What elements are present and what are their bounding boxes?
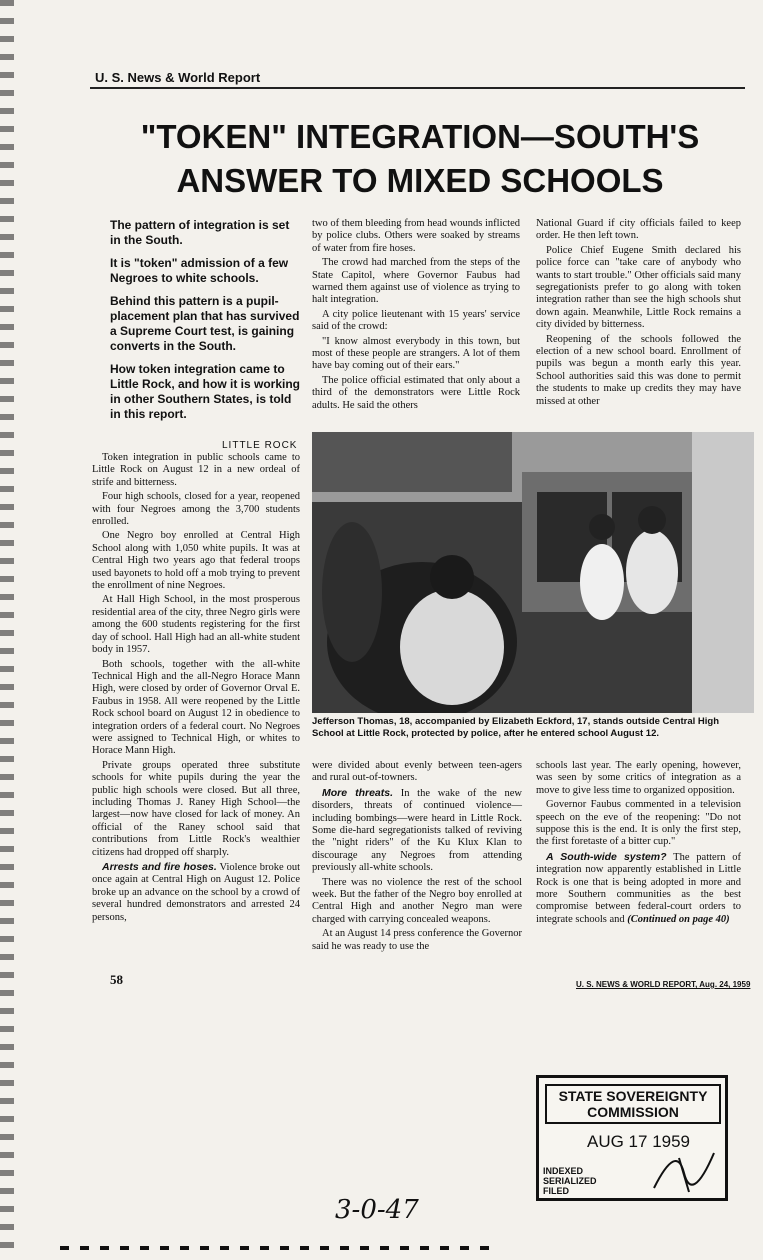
news-photo	[312, 432, 754, 713]
column-4	[312, 760, 522, 955]
body-paragraph: schools last year. The early opening, however, was seen by some critics of integration as a move to give less time to organized opposition.	[536, 760, 741, 796]
body-paragraph	[92, 861, 300, 924]
body-paragraph: At Hall High School, in the most prosperous residential area of the city, three Negro girls were among the 600 students registering for the first day of school. Hall High had an all-white student body in 1957.	[92, 594, 300, 656]
body-paragraph: One Negro boy enrolled at Central High School along with 1,050 white pupils. It was at Central High two years ago that federal troops used bayonets to hold off a mob trying to prevent the enrollment of nine Negroes.	[92, 530, 300, 592]
body-paragraph: The police official estimated that only about a third of the demonstrators were Little Rock adults. He said the others	[312, 374, 520, 411]
run-in-heading: Arrests and fire hoses.	[102, 861, 217, 873]
run-in-heading: A South-wide system?	[546, 850, 667, 863]
body-paragraph: Reopening of the schools followed the election of a new school board. Enrollment of pupils was begun a month early this year. School authorities said this was done to permit the students to make up credits they may have missed at other	[536, 333, 741, 407]
article-deck	[110, 218, 300, 430]
scan-edge-bottom	[60, 1246, 500, 1250]
body-text: Violence broke out once again at Central High on August 12. Police broke up an advance on the school by a crowd of several hundred demonstrators and arrested 24 persons,	[92, 862, 301, 923]
section-heading: LITTLE ROCK	[222, 440, 298, 451]
photo-image	[312, 432, 754, 713]
body-paragraph: A city police lieutenant with 15 years' service said of the crowd:	[312, 308, 520, 333]
body-paragraph: Police Chief Eugene Smith declared his police force can "take care of anybody who wants to start trouble." Other officials said many segregationists prefer to go along with token integration rather than see the high schools shut down again. Meanwhile, Little Rock remains a city divided by bitterness.	[536, 244, 741, 331]
headline	[100, 115, 740, 203]
body-paragraph: National Guard if city officials failed to keep order. He then left town.	[536, 218, 741, 242]
stamp-title: STATE SOVEREIGNTY COMMISSION	[545, 1084, 721, 1124]
body-paragraph: Private groups operated three substitute schools for white pupils during the year the public high schools were closed. But all three, including Thomas J. Raney High School—the largest—now have closed for lack of money. An official of the Raney school said that contributions from Little Rock's wealthier citizens had dropped off sharply.	[92, 759, 300, 858]
signature-icon	[649, 1148, 719, 1194]
photo-caption: Jefferson Thomas, 18, accompanied by Elizabeth Eckford, 17, stands outside Central High School at Little Rock, protected by police, after he entered school August 12.	[312, 716, 720, 739]
body-paragraph: Governor Faubus commented in a television speech on the eve of the reopening: "Do not suppose this is the end. It is only the first step, the first foretaste of a bitter cup."	[536, 799, 741, 848]
masthead-rule	[90, 87, 745, 89]
headline-line-1: "TOKEN" INTEGRATION—SOUTH'S	[140, 118, 700, 155]
body-paragraph: There was no violence the rest of the school week. But the father of the Negro boy enrolled at Central High and another Negro man were charged with carrying concealed weapons.	[312, 876, 522, 925]
body-paragraph: Four high schools, closed for a year, reopened with four Negroes among the 3,700 students enrolled.	[92, 491, 300, 528]
handwritten-file-number: 3-0-47	[335, 1195, 419, 1225]
column-3	[536, 218, 741, 410]
scan-edge	[0, 0, 14, 1260]
column-1	[92, 452, 300, 926]
source-line: U. S. NEWS & WORLD REPORT, Aug. 24, 1959	[576, 980, 751, 989]
body-paragraph: Token integration in public schools came to Little Rock on August 12 in a new ordeal of strife and bitterness.	[92, 452, 300, 488]
page-number: 58	[110, 972, 123, 987]
body-text: In the wake of the new disorders, threats of continued violence—including bombings—were heard in Little Rock. Some die-hard segregationists talked of reviving the "night riders" of the Ku Klux Klan to discourage any Negroes from attending previously all-white schools.	[312, 787, 523, 874]
body-paragraph: The crowd had marched from the steps of the State Capitol, where Governor Faubus had warned them against use of violence as trying to halt integration.	[312, 257, 520, 306]
body-paragraph: Both schools, together with the all-white Technical High and the all-Negro Horace Mann High, were closed by order of Governor Orval E. Faubus in 1958. All were reopened by the Little Rock school board on August 12 in obedience to integration orders of a federal court. No Negroes were assigned to Technical High, or whites to Horace Mann High.	[92, 658, 300, 757]
continued-note: (Continued on page 40)	[627, 913, 730, 925]
run-in-heading: More threats.	[322, 786, 394, 799]
stamp-date: AUG 17 1959	[587, 1132, 691, 1151]
body-paragraph	[312, 787, 522, 875]
stamp-filed: FILED	[543, 1186, 569, 1196]
body-paragraph: two of them bleeding from head wounds inflicted by police clubs. Others were soaked by streams of water from fire hoses.	[312, 218, 520, 254]
masthead: U. S. News & World Report	[95, 70, 261, 85]
body-text: The pattern of integration now apparently established in Little Rock is one that is being adopted in more and more Southern communities as the best compromise between federal-court orders to integrate schools and	[536, 851, 741, 925]
deck-paragraph: The pattern of integration is set in the South.	[110, 218, 290, 247]
stamp-serialized: SERIALIZED	[543, 1176, 597, 1186]
commission-stamp	[536, 1075, 728, 1201]
body-paragraph: "I know almost everybody in this town, but most of these people are strangers. A lot of them have bay coming out of their ears."	[312, 335, 520, 372]
deck-paragraph: Behind this pattern is a pupil-placement plan that has survived a Supreme Court test, is gaining converts in the South.	[110, 294, 300, 353]
deck-paragraph: It is "token" admission of a few Negroes to white schools.	[110, 256, 289, 285]
stamp-indexed: INDEXED	[543, 1166, 584, 1176]
headline-line-2: ANSWER TO MIXED SCHOOLS	[176, 162, 664, 199]
column-2	[312, 218, 520, 414]
body-paragraph: were divided about evenly between teen-agers and rural out-of-towners.	[312, 760, 522, 784]
body-paragraph: At an August 14 press conference the Governor said he was ready to use the	[312, 928, 522, 952]
deck-paragraph: How token integration came to Little Rock, and how it is working in other Southern States, is told in this report.	[110, 362, 301, 421]
column-5	[536, 760, 741, 928]
body-paragraph	[536, 851, 741, 926]
